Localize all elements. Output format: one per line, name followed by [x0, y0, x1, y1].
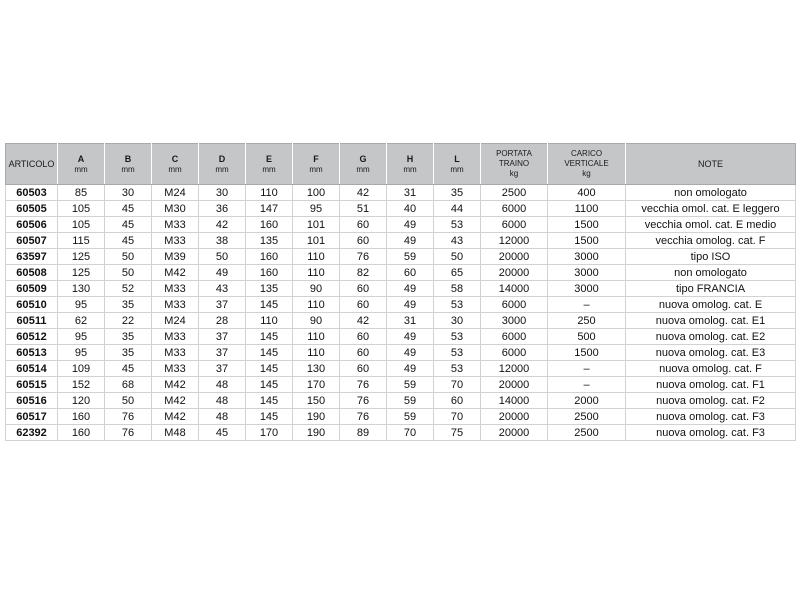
table-cell: 53 [434, 297, 481, 313]
table-cell: nuova omolog. cat. E [626, 297, 796, 313]
table-cell: 190 [293, 425, 340, 441]
table-cell: nuova omolog. cat. F2 [626, 393, 796, 409]
article-number-cell: 60506 [6, 217, 58, 233]
table-cell: 48 [199, 409, 246, 425]
table-cell: 49 [387, 329, 434, 345]
table-cell: 53 [434, 217, 481, 233]
table-cell: 45 [105, 361, 152, 377]
column-header-line: mm [215, 164, 229, 174]
table-cell: 6000 [481, 345, 548, 361]
article-number-cell: 60512 [6, 329, 58, 345]
table-cell: 170 [293, 377, 340, 393]
column-header-f [293, 144, 340, 185]
table-cell: 76 [105, 425, 152, 441]
table-cell: 30 [105, 185, 152, 201]
table-cell: 50 [434, 249, 481, 265]
table-row [6, 281, 796, 297]
article-number-cell: 60511 [6, 313, 58, 329]
column-header-carico-verticale [548, 144, 626, 185]
column-header-line: mm [74, 164, 88, 174]
table-cell: 125 [58, 249, 105, 265]
column-header-a [58, 144, 105, 185]
column-header-line: A [77, 153, 85, 164]
table-row [6, 329, 796, 345]
table-cell: 40 [387, 201, 434, 217]
table-cell: 70 [387, 425, 434, 441]
table-cell: nuova omolog. cat. F [626, 361, 796, 377]
table-cell: M24 [152, 313, 199, 329]
table-cell: 6000 [481, 201, 548, 217]
article-number-cell: 60505 [6, 201, 58, 217]
article-number-cell: 62392 [6, 425, 58, 441]
table-cell: 37 [199, 361, 246, 377]
table-cell: 50 [105, 249, 152, 265]
table-cell: 38 [199, 233, 246, 249]
table-cell: 110 [293, 249, 340, 265]
table-cell: 60 [340, 329, 387, 345]
table-cell: 135 [246, 281, 293, 297]
table-cell: 110 [246, 313, 293, 329]
spec-table [5, 143, 796, 441]
table-row [6, 265, 796, 281]
table-cell: 48 [199, 393, 246, 409]
column-header-line: VERTICALE [564, 159, 609, 168]
table-cell: 49 [199, 265, 246, 281]
table-header [6, 144, 796, 185]
table-row [6, 201, 796, 217]
table-cell: – [548, 377, 626, 393]
table-cell: 28 [199, 313, 246, 329]
column-header-line: kg [582, 169, 591, 178]
table-row [6, 217, 796, 233]
table-cell: 2500 [548, 409, 626, 425]
table-cell: 45 [105, 201, 152, 217]
table-cell: nuova omolog. cat. E1 [626, 313, 796, 329]
column-header-line: TRAINO [498, 159, 530, 168]
table-cell: 59 [387, 409, 434, 425]
table-cell: 20000 [481, 249, 548, 265]
table-cell: M48 [152, 425, 199, 441]
article-number-cell: 60507 [6, 233, 58, 249]
table-cell: 53 [434, 345, 481, 361]
table-row [6, 233, 796, 249]
table-cell: 130 [293, 361, 340, 377]
table-cell: 49 [387, 297, 434, 313]
table-cell: 43 [199, 281, 246, 297]
table-row [6, 297, 796, 313]
column-header-line: mm [450, 164, 464, 174]
table-row [6, 361, 796, 377]
table-cell: 160 [58, 425, 105, 441]
column-header-articolo [6, 144, 58, 185]
table-cell: 45 [105, 217, 152, 233]
table-cell: vecchia omolog. cat. F [626, 233, 796, 249]
column-header-portata-traino [481, 144, 548, 185]
table-cell: 20000 [481, 265, 548, 281]
table-cell: 60 [340, 281, 387, 297]
table-cell: M42 [152, 393, 199, 409]
table-cell: 35 [105, 297, 152, 313]
table-cell: 70 [434, 377, 481, 393]
table-cell: vecchia omol. cat. E medio [626, 217, 796, 233]
column-header-line: mm [309, 164, 323, 174]
table-cell: 3000 [548, 281, 626, 297]
article-number-cell: 60513 [6, 345, 58, 361]
column-header-line: mm [403, 164, 417, 174]
table-row [6, 425, 796, 441]
table-cell: 6000 [481, 217, 548, 233]
table-cell: 35 [105, 329, 152, 345]
column-header-line: G [359, 153, 367, 164]
table-row [6, 393, 796, 409]
article-number-cell: 60508 [6, 265, 58, 281]
table-cell: 52 [105, 281, 152, 297]
table-row [6, 249, 796, 265]
table-cell: 50 [105, 265, 152, 281]
table-cell: 101 [293, 233, 340, 249]
table-cell: 49 [387, 345, 434, 361]
table-cell: 160 [58, 409, 105, 425]
table-cell: M30 [152, 201, 199, 217]
table-cell: 37 [199, 297, 246, 313]
table-cell: 20000 [481, 377, 548, 393]
table-cell: 50 [199, 249, 246, 265]
table-cell: 145 [246, 297, 293, 313]
article-number-cell: 60509 [6, 281, 58, 297]
table-cell: 135 [246, 233, 293, 249]
table-cell: 49 [387, 233, 434, 249]
table-cell: 145 [246, 345, 293, 361]
table-cell: 95 [293, 201, 340, 217]
header-row [6, 144, 796, 185]
column-header-line: kg [509, 169, 519, 178]
table-cell: 59 [387, 393, 434, 409]
table-cell: 65 [434, 265, 481, 281]
table-cell: 110 [293, 265, 340, 281]
table-cell: 70 [434, 409, 481, 425]
table-cell: 152 [58, 377, 105, 393]
table-cell: 35 [434, 185, 481, 201]
column-header-l [434, 144, 481, 185]
table-cell: 42 [340, 313, 387, 329]
table-cell: M33 [152, 281, 199, 297]
table-cell: tipo ISO [626, 249, 796, 265]
table-cell: 59 [387, 377, 434, 393]
table-cell: 53 [434, 329, 481, 345]
table-cell: 31 [387, 313, 434, 329]
table-cell: 30 [199, 185, 246, 201]
column-header-line: ARTICOLO [8, 158, 55, 169]
table-cell: 145 [246, 377, 293, 393]
table-cell: 6000 [481, 297, 548, 313]
table-cell: M39 [152, 249, 199, 265]
table-cell: 76 [105, 409, 152, 425]
table-cell: 36 [199, 201, 246, 217]
table-cell: 1100 [548, 201, 626, 217]
table-cell: 500 [548, 329, 626, 345]
table-cell: M33 [152, 361, 199, 377]
column-header-d [199, 144, 246, 185]
table-cell: 49 [387, 217, 434, 233]
table-body [6, 185, 796, 441]
table-cell: 85 [58, 185, 105, 201]
column-header-line: PORTATA [496, 149, 532, 158]
table-cell: 51 [340, 201, 387, 217]
table-cell: 60 [340, 297, 387, 313]
article-number-cell: 60516 [6, 393, 58, 409]
table-cell: 105 [58, 217, 105, 233]
column-header-line: C [171, 153, 179, 164]
table-cell: 90 [293, 281, 340, 297]
column-header-g [340, 144, 387, 185]
table-cell: 60 [340, 345, 387, 361]
table-cell: 76 [340, 249, 387, 265]
table-cell: M24 [152, 185, 199, 201]
table-cell: 110 [246, 185, 293, 201]
table-cell: 62 [58, 313, 105, 329]
table-cell: 42 [199, 217, 246, 233]
table-cell: 250 [548, 313, 626, 329]
table-cell: M33 [152, 345, 199, 361]
column-header-c [152, 144, 199, 185]
table-cell: 14000 [481, 281, 548, 297]
table-cell: 90 [293, 313, 340, 329]
table-row [6, 185, 796, 201]
column-header-h [387, 144, 434, 185]
table-cell: – [548, 297, 626, 313]
table-cell: 30 [434, 313, 481, 329]
table-cell: nuova omolog. cat. F3 [626, 409, 796, 425]
column-header-line: F [313, 153, 319, 164]
table-cell: 1500 [548, 217, 626, 233]
table-cell: 76 [340, 409, 387, 425]
table-cell: 150 [293, 393, 340, 409]
table-row [6, 345, 796, 361]
article-number-cell: 60517 [6, 409, 58, 425]
table-row [6, 377, 796, 393]
table-cell: 170 [246, 425, 293, 441]
table-cell: 109 [58, 361, 105, 377]
table-cell: 43 [434, 233, 481, 249]
table-cell: 3000 [548, 249, 626, 265]
table-cell: 1500 [548, 233, 626, 249]
table-cell: vecchia omol. cat. E leggero [626, 201, 796, 217]
table-cell: 75 [434, 425, 481, 441]
table-cell: 48 [199, 377, 246, 393]
table-cell: M42 [152, 409, 199, 425]
article-number-cell: 60503 [6, 185, 58, 201]
table-cell: 120 [58, 393, 105, 409]
table-cell: 12000 [481, 233, 548, 249]
table-cell: 160 [246, 265, 293, 281]
table-cell: M33 [152, 329, 199, 345]
table-cell: 45 [199, 425, 246, 441]
article-number-cell: 60510 [6, 297, 58, 313]
table-cell: 110 [293, 345, 340, 361]
table-cell: non omologato [626, 185, 796, 201]
table-cell: 37 [199, 329, 246, 345]
table-cell: 100 [293, 185, 340, 201]
table-cell: 42 [340, 185, 387, 201]
table-cell: – [548, 361, 626, 377]
table-cell: 35 [105, 345, 152, 361]
table-cell: 105 [58, 201, 105, 217]
table-cell: 115 [58, 233, 105, 249]
table-cell: 2500 [548, 425, 626, 441]
column-header-e [246, 144, 293, 185]
table-cell: 145 [246, 361, 293, 377]
table-cell: 45 [105, 233, 152, 249]
column-header-line: H [406, 153, 414, 164]
table-cell: 60 [340, 217, 387, 233]
table-cell: M33 [152, 233, 199, 249]
table-cell: 6000 [481, 329, 548, 345]
table-cell: 12000 [481, 361, 548, 377]
column-header-line: NOTE [697, 158, 723, 169]
table-cell: 130 [58, 281, 105, 297]
table-cell: 60 [387, 265, 434, 281]
table-cell: nuova omolog. cat. F3 [626, 425, 796, 441]
article-number-cell: 60515 [6, 377, 58, 393]
table-cell: nuova omolog. cat. E3 [626, 345, 796, 361]
table-cell: 95 [58, 345, 105, 361]
column-header-line: L [454, 153, 460, 164]
table-cell: nuova omolog. cat. F1 [626, 377, 796, 393]
table-cell: 68 [105, 377, 152, 393]
table-cell: 50 [105, 393, 152, 409]
table-cell: 20000 [481, 409, 548, 425]
table-cell: 37 [199, 345, 246, 361]
table-cell: 60 [340, 361, 387, 377]
column-header-line: mm [356, 164, 370, 174]
table-cell: 145 [246, 329, 293, 345]
table-cell: 147 [246, 201, 293, 217]
table-cell: 3000 [481, 313, 548, 329]
table-cell: 145 [246, 409, 293, 425]
table-cell: nuova omolog. cat. E2 [626, 329, 796, 345]
table-row [6, 409, 796, 425]
table-cell: 400 [548, 185, 626, 201]
column-header-line: B [124, 153, 132, 164]
column-header-line: E [265, 153, 272, 164]
table-cell: 3000 [548, 265, 626, 281]
table-cell: 95 [58, 297, 105, 313]
article-number-cell: 60514 [6, 361, 58, 377]
table-cell: 31 [387, 185, 434, 201]
column-header-note [626, 144, 796, 185]
article-number-cell: 63597 [6, 249, 58, 265]
table-cell: 160 [246, 217, 293, 233]
table-cell: 58 [434, 281, 481, 297]
table-cell: 2500 [481, 185, 548, 201]
table-cell: 53 [434, 361, 481, 377]
table-cell: 20000 [481, 425, 548, 441]
table-cell: 82 [340, 265, 387, 281]
table-cell: 76 [340, 377, 387, 393]
table-cell: 22 [105, 313, 152, 329]
table-cell: 190 [293, 409, 340, 425]
table-cell: 101 [293, 217, 340, 233]
table-cell: 145 [246, 393, 293, 409]
table-cell: M33 [152, 217, 199, 233]
table-cell: 110 [293, 297, 340, 313]
table-cell: 49 [387, 361, 434, 377]
table-cell: 110 [293, 329, 340, 345]
table-cell: tipo FRANCIA [626, 281, 796, 297]
table-cell: 89 [340, 425, 387, 441]
table-cell: 76 [340, 393, 387, 409]
table-cell: 44 [434, 201, 481, 217]
column-header-b [105, 144, 152, 185]
column-header-line: D [218, 153, 226, 164]
table-cell: 60 [340, 233, 387, 249]
table-cell: M42 [152, 377, 199, 393]
table-cell: M42 [152, 265, 199, 281]
column-header-line: mm [121, 164, 135, 174]
column-header-line: mm [168, 164, 182, 174]
table-cell: 95 [58, 329, 105, 345]
table-cell: 59 [387, 249, 434, 265]
table-cell: 49 [387, 281, 434, 297]
table-cell: 1500 [548, 345, 626, 361]
table-cell: 60 [434, 393, 481, 409]
table-cell: 160 [246, 249, 293, 265]
table-cell: M33 [152, 297, 199, 313]
column-header-line: CARICO [570, 149, 603, 158]
table-cell: non omologato [626, 265, 796, 281]
table-row [6, 313, 796, 329]
column-header-line: mm [262, 164, 276, 174]
table-cell: 2000 [548, 393, 626, 409]
table-cell: 14000 [481, 393, 548, 409]
table-cell: 125 [58, 265, 105, 281]
